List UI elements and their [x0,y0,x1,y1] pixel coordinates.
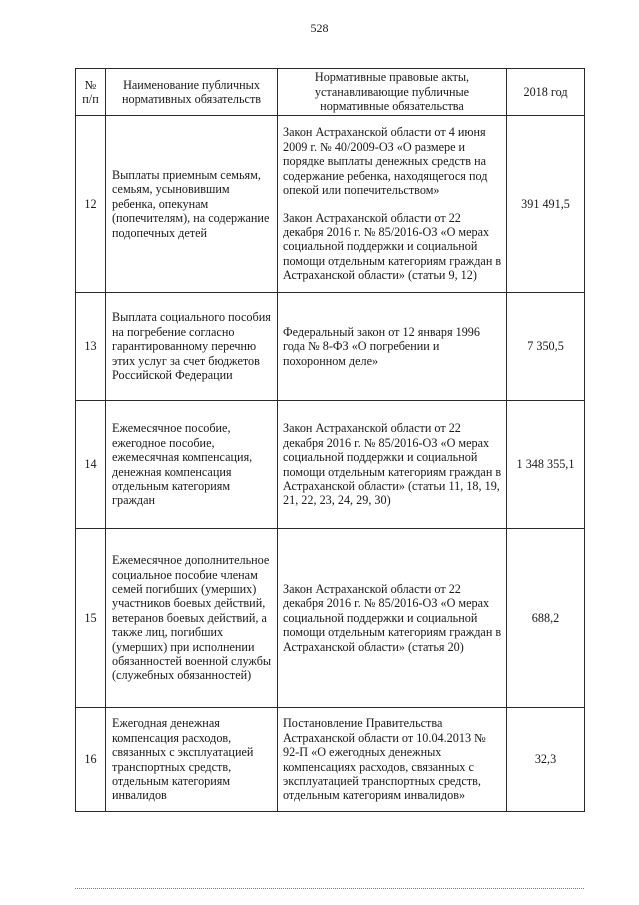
legal-act: Постановление Правительства Астраханской области от 10.04.2013 № 92-П «О ежегодных денежных компенсациях расходов, связанных с эксплуатацией транспортных средств, отдельным категориям инвалидов» [283,716,486,803]
amount-2018: 1 348 355,1 [507,401,585,529]
amount-2018: 7 350,5 [507,293,585,401]
amount-2018: 32,3 [507,708,585,812]
legal-acts [278,529,507,708]
header-acts: Нормативные правовые акты, устанавливающие публичные нормативные обязательства [278,69,507,116]
row-number: 15 [76,529,106,708]
legal-acts [278,708,507,812]
amount-2018: 688,2 [507,529,585,708]
obligation-name: Ежемесячное пособие, ежегодное пособие, ежемесячная компенсация, денежная компенсация отдельным категориям граждан [106,401,278,529]
row-number: 14 [76,401,106,529]
row-number: 13 [76,293,106,401]
obligation-name: Выплаты приемным семьям, семьям, усыновившим ребенка, опекунам (попечителям), на содержание подопечных детей [106,116,278,293]
table-row [76,401,585,529]
legal-acts [278,293,507,401]
amount-2018: 391 491,5 [507,116,585,293]
legal-act: Закон Астраханской области от 22 декабря 2016 г. № 85/2016-ОЗ «О мерах социальной поддержки и социальной помощи отдельным категориям граждан в Астраханской области» (статьи 11, 18, 19, 21, 22, 23, 24, 29, 30) [283,421,502,508]
legal-acts [278,401,507,529]
legal-act: Закон Астраханской области от 22 декабря 2016 г. № 85/2016-ОЗ «О мерах социальной поддержки и социальной помощи отдельным категориям граждан в Астраханской области» (статьи 9, 12) [283,210,502,283]
obligations-table [75,68,585,812]
page-number: 528 [310,21,329,35]
legal-acts [278,116,507,293]
table-row [76,529,585,708]
table-header-row [76,69,585,116]
header-num: № п/п [76,69,106,116]
legal-act: Закон Астраханской области от 22 декабря 2016 г. № 85/2016-ОЗ «О мерах социальной поддержки и социальной помощи отдельным категориям граждан в Астраханской области» (статья 20) [283,581,502,654]
obligation-name: Ежемесячное дополнительное социальное пособие членам семей погибших (умерших) участников боевых действий, ветеранов боевых действий, а также лиц, погибших (умерших) при исполнении обязанностей военной службы (служебных обязанностей) [106,529,278,708]
footer-divider [75,888,584,889]
header-name: Наименование публичных нормативных обязательств [106,69,278,116]
row-number: 16 [76,708,106,812]
legal-act: Закон Астраханской области от 4 июня 2009 г. № 40/2009-ОЗ «О размере и порядке выплаты денежных средств на содержание ребенка, находящегося под опекой или попечительством» [283,125,488,198]
table-row [76,708,585,812]
obligation-name: Ежегодная денежная компенсация расходов, связанных с эксплуатацией транспортных средств, отдельным категориям инвалидов [106,708,278,812]
row-number: 12 [76,116,106,293]
obligation-name: Выплата социального пособия на погребение согласно гарантированному перечню этих услуг за счет бюджетов Российской Федерации [106,293,278,401]
legal-act: Федеральный закон от 12 января 1996 года № 8-ФЗ «О погребении и похоронном деле» [283,324,480,368]
table-row [76,293,585,401]
table-row [76,116,585,293]
header-year: 2018 год [507,69,585,116]
